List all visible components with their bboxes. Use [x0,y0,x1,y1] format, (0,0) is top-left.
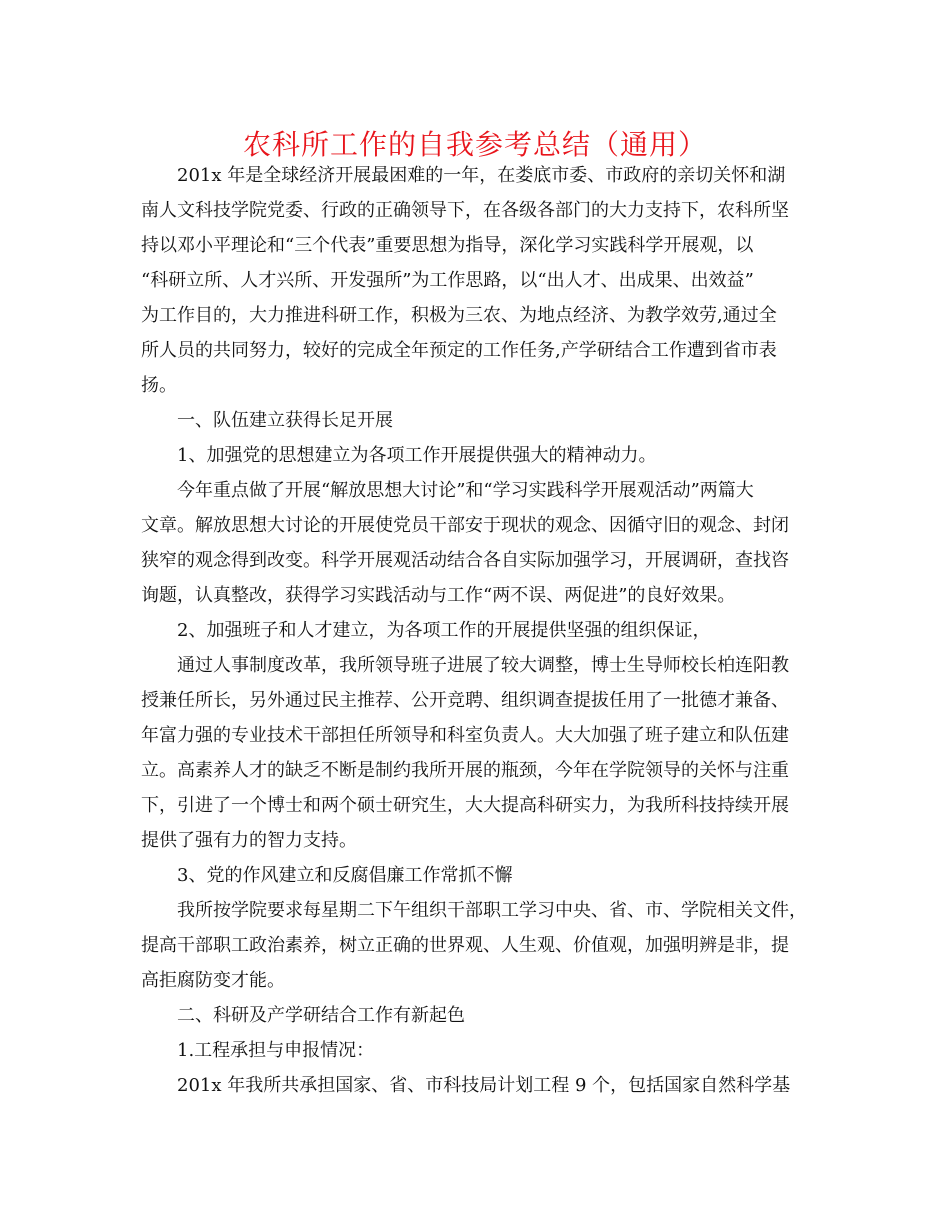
subsection-heading: 3、党的作风建立和反腐倡廉工作常抓不懈 [177,865,513,886]
text-line: 下，引进了一个博士和两个硕士研究生，大大提高科研实力，为我所科技持续开展 [141,795,789,816]
subsection-heading: 2、加强班子和人才建立，为各项工作的开展提供坚强的组织保证， [177,620,711,641]
text-line: 持以邓小平理论和“三个代表”重要思想为指导，深化学习实践科学开展观，以 [141,235,754,256]
text-line: 通过人事制度改革，我所领导班子进展了较大调整，博士生导师校长柏连阳教 [177,655,789,676]
text-line: “科研立所、人才兴所、开发强所”为工作思路，以“出人才、出成果、出效益” [141,270,754,291]
text-line: 今年重点做了开展“解放思想大讨论”和“学习实践科学开展观活动”两篇大 [177,480,754,501]
text-line: 授兼任所长，另外通过民主推荐、公开竞聘、组织调查提拔任用了一批德才兼备、 [141,690,789,711]
text-line: 立。高素养人才的缺乏不断是制约我所开展的瓶颈，今年在学院领导的关怀与注重 [141,760,789,781]
subsection-heading: 1、加强党的思想建立为各项工作开展提供强大的精神动力。 [177,445,657,466]
text-line: 为工作目的，大力推进科研工作，积极为三农、为地点经济、为教学效劳,通过全 [141,305,777,326]
paragraph [141,1068,816,1103]
document-title: 农科所工作的自我参考总结（通用） [242,128,707,161]
paragraph [141,893,816,998]
text-line: 高拒腐防变才能。 [141,970,285,991]
text-line: 201x 年是全球经济开展最困难的一年，在娄底市委、市政府的亲切关怀和湖 [177,165,786,186]
document-body [141,158,816,1103]
text-line: 201x 年我所共承担国家、省、市科技局计划工程 9 个，包括国家自然科学基 [177,1075,791,1096]
text-line: 所人员的共同努力，较好的完成全年预定的工作任务,产学研结合工作遭到省市表 [141,340,777,361]
section-heading: 一、队伍建立获得长足开展 [177,410,393,431]
text-line: 询题，认真整改，获得学习实践活动与工作“两不误、两促进”的良好效果。 [141,585,736,606]
paragraph [141,473,816,613]
section-heading: 二、科研及产学研结合工作有新起色 [177,1005,465,1026]
text-line: 文章。解放思想大讨论的开展使党员干部安于现状的观念、因循守旧的观念、封闭 [141,515,789,536]
text-line: 狭窄的观念得到改变。科学开展观活动结合各自实际加强学习，开展调研，查找咨 [141,550,789,571]
text-line: 我所按学院要求每星期二下午组织干部职工学习中央、省、市、学院相关文件， [177,900,807,921]
subsection-heading: 1.工程承担与申报情况： [177,1040,375,1061]
paragraph [141,648,816,858]
text-line: 提高干部职工政治素养，树立正确的世界观、人生观、价值观，加强明辨是非，提 [141,935,789,956]
text-line: 南人文科技学院党委、行政的正确领导下，在各级各部门的大力支持下，农科所坚 [141,200,789,221]
text-line: 年富力强的专业技术干部担任所领导和科室负责人。大大加强了班子建立和队伍建 [141,725,789,746]
paragraph [141,158,816,403]
text-line: 扬。 [141,375,177,396]
text-line: 提供了强有力的智力支持。 [141,830,357,851]
